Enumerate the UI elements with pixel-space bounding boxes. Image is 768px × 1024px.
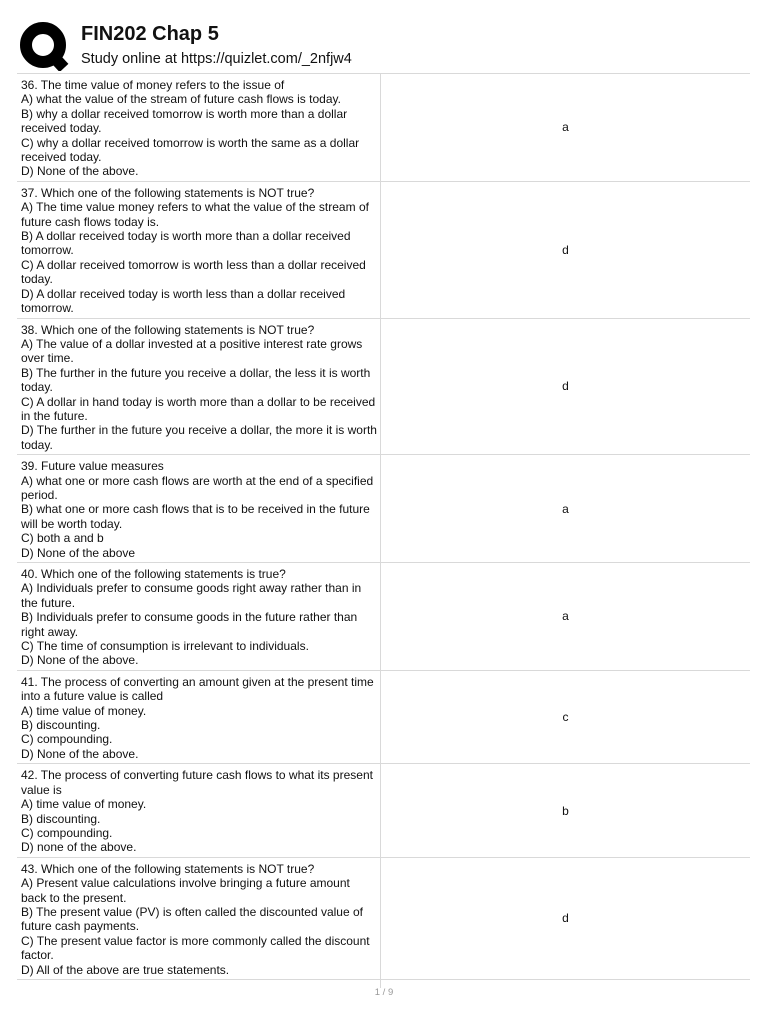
question-cell <box>17 858 381 979</box>
question-line: received today. <box>21 121 102 136</box>
question-line: 40. Which one of the following statements is true? <box>21 567 286 581</box>
question-line: C) both a and b <box>21 531 104 546</box>
question-line: B) The present value (PV) is often called the discounted value of <box>21 904 363 919</box>
flashcard-row <box>17 858 750 980</box>
question-cell <box>17 563 381 670</box>
question-line: 37. Which one of the following statements is NOT true? <box>21 185 315 200</box>
answer-cell: a <box>562 120 569 135</box>
question-line: A) time value of money. <box>21 797 147 812</box>
question-line: D) None of the above. <box>21 746 139 761</box>
page-indicator: 1 / 9 <box>374 987 394 998</box>
answer-cell: c <box>562 710 569 725</box>
answer-cell: d <box>562 379 569 394</box>
question-line: future cash flows today is. <box>21 214 160 229</box>
answer-cell: a <box>562 609 569 624</box>
question-line: B) discounting. <box>21 811 101 826</box>
answer-cell: d <box>562 242 569 257</box>
question-line: A) what the value of the stream of future cash flows is today. <box>21 92 341 107</box>
question-line: 42. The process of converting future cash flows to what its present <box>21 768 373 783</box>
quizlet-logo-icon <box>19 21 69 71</box>
question-line: C) compounding. <box>21 732 113 747</box>
flashcard-row <box>17 182 750 319</box>
question-line: today. <box>21 272 53 287</box>
page-title: FIN202 Chap 5 <box>81 23 219 45</box>
question-line: back to the present. <box>21 890 127 905</box>
question-line: B) A dollar received today is worth more than a dollar received <box>21 229 351 244</box>
question-line: C) A dollar in hand today is worth more than a dollar to be received <box>21 394 376 409</box>
question-line: C) why a dollar received tomorrow is worth the same as a dollar <box>21 135 360 150</box>
question-line: over time. <box>21 351 74 366</box>
question-line: right away. <box>21 624 79 639</box>
question-line: in the future. <box>21 408 88 423</box>
question-line: B) The further in the future you receive a dollar, the less it is worth <box>21 365 371 380</box>
question-line: D) A dollar received today is worth less than a dollar received <box>21 286 346 301</box>
question-line: A) time value of money. <box>21 703 147 718</box>
flashcard-row <box>17 455 750 563</box>
question-line: tomorrow. <box>21 301 74 316</box>
question-line: 43. Which one of the following statements is NOT true? <box>21 861 315 876</box>
question-line: A) The time value money refers to what the value of the stream of <box>21 200 369 215</box>
question-cell <box>17 319 381 455</box>
flashcard-row <box>17 764 750 857</box>
question-line: B) what one or more cash flows that is to be received in the future <box>21 502 370 517</box>
answer-cell: a <box>562 501 569 516</box>
answer-cell: b <box>562 803 569 818</box>
question-cell <box>17 671 381 763</box>
question-line: A) The value of a dollar invested at a positive interest rate grows <box>21 336 363 351</box>
flashcard-row <box>17 74 750 182</box>
question-line: A) what one or more cash flows are worth at the end of a specified <box>21 473 374 488</box>
flashcard-table <box>17 73 750 988</box>
question-line: will be worth today. <box>21 516 123 531</box>
question-line: 36. The time value of money refers to the issue of <box>21 78 285 92</box>
question-line: D) The further in the future you receive a dollar, the more it is worth <box>21 423 377 438</box>
question-line: A) Individuals prefer to consume goods right away rather than in <box>21 581 362 596</box>
question-line: future cash payments. <box>21 919 140 934</box>
flashcard-row <box>17 563 750 671</box>
question-line: B) Individuals prefer to consume goods in the future rather than <box>21 610 358 625</box>
question-line: D) None of the above. <box>21 653 139 668</box>
question-line: D) All of the above are true statements. <box>21 962 230 977</box>
question-cell <box>17 74 381 181</box>
question-line: C) The present value factor is more commonly called the discount <box>21 933 370 948</box>
flashcard-row <box>17 319 750 456</box>
question-line: today. <box>21 380 53 395</box>
question-line: C) A dollar received tomorrow is worth less than a dollar received <box>21 257 366 272</box>
question-line: today. <box>21 437 53 452</box>
question-line: the future. <box>21 595 76 610</box>
question-line: D) None of the above <box>21 545 136 560</box>
question-line: value is <box>21 782 62 797</box>
question-line: B) discounting. <box>21 718 101 733</box>
answer-cell: d <box>562 911 569 926</box>
question-line: period. <box>21 487 58 502</box>
question-line: factor. <box>21 948 54 963</box>
question-cell <box>17 764 381 856</box>
question-line: into a future value is called <box>21 689 164 704</box>
question-line: tomorrow. <box>21 243 74 258</box>
study-link[interactable]: Study online at https://quizlet.com/_2nfjw4 <box>81 51 352 67</box>
question-line: C) compounding. <box>21 825 113 840</box>
question-line: D) none of the above. <box>21 840 137 855</box>
flashcard-row <box>17 671 750 764</box>
question-line: 41. The process of converting an amount given at the present time <box>21 674 374 689</box>
question-cell <box>17 455 381 562</box>
question-line: A) Present value calculations involve bringing a future amount <box>21 876 350 891</box>
question-line: D) None of the above. <box>21 164 139 179</box>
question-line: 38. Which one of the following statements is NOT true? <box>21 322 315 337</box>
question-line: B) why a dollar received tomorrow is worth more than a dollar <box>21 106 348 121</box>
question-line: C) The time of consumption is irrelevant to individuals. <box>21 639 309 654</box>
question-line: received today. <box>21 150 102 165</box>
question-line: 39. Future value measures <box>21 459 164 474</box>
question-cell <box>17 182 381 318</box>
